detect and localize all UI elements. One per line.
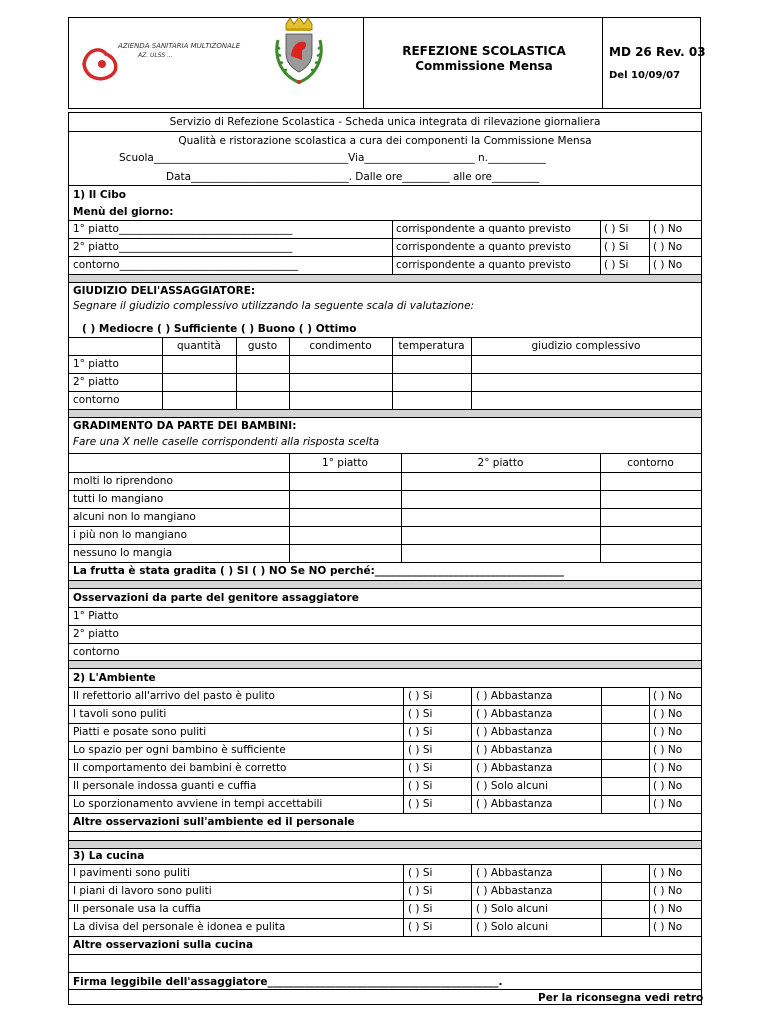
cucina-row-1-no[interactable]: ( ) No bbox=[653, 867, 683, 879]
cucina-row-4-mid[interactable]: ( ) Solo alcuni bbox=[476, 921, 548, 933]
header-title-1: REFEZIONE SCOLASTICA bbox=[402, 44, 566, 58]
gradimento-title: GRADIMENTO DA PARTE DEI BAMBINI: bbox=[73, 420, 297, 432]
ambiente-row-7-mid[interactable]: ( ) Abbastanza bbox=[476, 798, 553, 810]
data-field[interactable]: Data______________________________. Dalle ore_________ alle ore_________ bbox=[166, 171, 540, 183]
separator bbox=[69, 409, 701, 418]
gradimento-row-5: nessuno lo mangia bbox=[73, 547, 173, 559]
giudizio-col-condimento: condimento bbox=[309, 340, 372, 352]
ambiente-row-3-label: Piatti e posate sono puliti bbox=[73, 726, 207, 738]
cucina-row-2-si[interactable]: ( ) Si bbox=[408, 885, 433, 897]
ambiente-row-5-si[interactable]: ( ) Si bbox=[408, 762, 433, 774]
cibo-section-title: 1) Il Cibo bbox=[73, 189, 126, 201]
cibo-row-1-check: corrispondente a quanto previsto bbox=[396, 223, 571, 235]
asl-text-2: AZ. ULSS ... bbox=[138, 52, 173, 59]
gradimento-row-4: i più non lo mangiano bbox=[73, 529, 187, 541]
cibo-row-3-check: corrispondente a quanto previsto bbox=[396, 259, 571, 271]
cucina-row-1-si[interactable]: ( ) Si bbox=[408, 867, 433, 879]
gradimento-col-1: 1° piatto bbox=[322, 457, 368, 469]
firma-field[interactable]: Firma leggibile dell'assaggiatore____________________________________________. bbox=[73, 976, 503, 988]
cibo-row-1-label[interactable]: 1° piatto_________________________________ bbox=[73, 223, 293, 235]
giudizio-col-quantita: quantità bbox=[177, 340, 221, 352]
cucina-row-3-label: Il personale usa la cuffia bbox=[73, 903, 202, 915]
cucina-section-title: 3) La cucina bbox=[73, 850, 145, 862]
ambiente-row-3-mid[interactable]: ( ) Abbastanza bbox=[476, 726, 553, 738]
separator bbox=[69, 840, 701, 849]
ambiente-row-1-no[interactable]: ( ) No bbox=[653, 690, 683, 702]
intro-line-1: Servizio di Refezione Scolastica - Scheda unica integrata di rilevazione giornaliera bbox=[169, 116, 601, 128]
gradimento-subtitle: Fare una X nelle caselle corrispondenti alla risposta scelta bbox=[73, 436, 380, 448]
giudizio-scale[interactable]: ( ) Mediocre ( ) Sufficiente ( ) Buono ( ) Ottimo bbox=[82, 323, 357, 335]
giudizio-row-3: contorno bbox=[73, 394, 120, 406]
ambiente-row-4-label: Lo spazio per ogni bambino è sufficiente bbox=[73, 744, 286, 756]
retro-note: Per la riconsegna vedi retro bbox=[538, 992, 704, 1004]
ambiente-row-3-no[interactable]: ( ) No bbox=[653, 726, 683, 738]
cucina-row-1-label: I pavimenti sono puliti bbox=[73, 867, 190, 879]
osservazioni-row-3[interactable]: contorno bbox=[73, 646, 120, 658]
cucina-row-2-mid[interactable]: ( ) Abbastanza bbox=[476, 885, 553, 897]
ambiente-altre[interactable]: Altre osservazioni sull'ambiente ed il personale bbox=[73, 816, 355, 828]
giudizio-col-complessivo: giudizio complessivo bbox=[531, 340, 641, 352]
ambiente-row-6-mid[interactable]: ( ) Solo alcuni bbox=[476, 780, 548, 792]
ambiente-row-4-si[interactable]: ( ) Si bbox=[408, 744, 433, 756]
crest-icon bbox=[272, 16, 326, 86]
ambiente-row-5-no[interactable]: ( ) No bbox=[653, 762, 683, 774]
separator bbox=[69, 580, 701, 589]
giudizio-subtitle: Segnare il giudizio complessivo utilizzando la seguente scala di valutazione: bbox=[73, 300, 475, 312]
ambiente-row-2-no[interactable]: ( ) No bbox=[653, 708, 683, 720]
osservazioni-title: Osservazioni da parte del genitore assaggiatore bbox=[73, 592, 359, 604]
giudizio-col-temperatura: temperatura bbox=[398, 340, 465, 352]
cucina-row-2-label: I piani di lavoro sono puliti bbox=[73, 885, 212, 897]
cibo-row-2-si[interactable]: ( ) Si bbox=[604, 241, 629, 253]
ambiente-row-4-no[interactable]: ( ) No bbox=[653, 744, 683, 756]
ambiente-row-1-mid[interactable]: ( ) Abbastanza bbox=[476, 690, 553, 702]
ambiente-row-2-label: I tavoli sono puliti bbox=[73, 708, 167, 720]
ambiente-row-7-no[interactable]: ( ) No bbox=[653, 798, 683, 810]
cucina-row-4-si[interactable]: ( ) Si bbox=[408, 921, 433, 933]
cibo-row-3-label[interactable]: contorno__________________________________ bbox=[73, 259, 299, 271]
osservazioni-row-1[interactable]: 1° Piatto bbox=[73, 610, 119, 622]
ambiente-section-title: 2) L'Ambiente bbox=[73, 672, 156, 684]
ambiente-row-6-label: Il personale indossa guanti e cuffia bbox=[73, 780, 257, 792]
ambiente-row-6-si[interactable]: ( ) Si bbox=[408, 780, 433, 792]
cibo-row-2-no[interactable]: ( ) No bbox=[653, 241, 683, 253]
ambiente-row-7-label: Lo sporzionamento avviene in tempi accettabili bbox=[73, 798, 323, 810]
gradimento-row-1: molti lo riprendono bbox=[73, 475, 173, 487]
doc-date: Del 10/09/07 bbox=[609, 70, 681, 81]
cucina-row-2-no[interactable]: ( ) No bbox=[653, 885, 683, 897]
cucina-row-3-mid[interactable]: ( ) Solo alcuni bbox=[476, 903, 548, 915]
cibo-row-3-no[interactable]: ( ) No bbox=[653, 259, 683, 271]
ambiente-row-6-no[interactable]: ( ) No bbox=[653, 780, 683, 792]
cucina-row-3-no[interactable]: ( ) No bbox=[653, 903, 683, 915]
asl-text-1: AZIENDA SANITARIA MULTIZONALE bbox=[118, 42, 241, 50]
cucina-row-1-mid[interactable]: ( ) Abbastanza bbox=[476, 867, 553, 879]
ambiente-row-4-mid[interactable]: ( ) Abbastanza bbox=[476, 744, 553, 756]
osservazioni-row-2[interactable]: 2° piatto bbox=[73, 628, 119, 640]
ambiente-row-2-si[interactable]: ( ) Si bbox=[408, 708, 433, 720]
cibo-row-2-label[interactable]: 2° piatto_________________________________ bbox=[73, 241, 293, 253]
scuola-field[interactable]: Scuola_____________________________________Via_____________________ n.___________ bbox=[119, 152, 546, 164]
cibo-row-1-si[interactable]: ( ) Si bbox=[604, 223, 629, 235]
giudizio-row-1: 1° piatto bbox=[73, 358, 119, 370]
cucina-row-4-label: La divisa del personale è idonea e pulita bbox=[73, 921, 286, 933]
doc-code: MD 26 Rev. 03 bbox=[609, 45, 706, 59]
gradimento-row-3: alcuni non lo mangiano bbox=[73, 511, 196, 523]
cibo-row-1-no[interactable]: ( ) No bbox=[653, 223, 683, 235]
cucina-row-4-no[interactable]: ( ) No bbox=[653, 921, 683, 933]
ambiente-row-7-si[interactable]: ( ) Si bbox=[408, 798, 433, 810]
frutta-question[interactable]: La frutta è stata gradita ( ) SI ( ) NO Se NO perché:____________________________________ bbox=[73, 565, 564, 577]
separator bbox=[69, 274, 701, 283]
ambiente-row-1-si[interactable]: ( ) Si bbox=[408, 690, 433, 702]
ambiente-row-2-mid[interactable]: ( ) Abbastanza bbox=[476, 708, 553, 720]
header-title-2: Commissione Mensa bbox=[415, 59, 553, 73]
gradimento-col-3: contorno bbox=[627, 457, 674, 469]
menu-label: Menù del giorno: bbox=[73, 206, 174, 218]
ambiente-row-1-label: Il refettorio all'arrivo del pasto è pulito bbox=[73, 690, 275, 702]
cucina-row-3-si[interactable]: ( ) Si bbox=[408, 903, 433, 915]
gradimento-col-2: 2° piatto bbox=[477, 457, 524, 469]
separator bbox=[69, 660, 701, 669]
intro-line-2: Qualità e ristorazione scolastica a cura dei componenti la Commissione Mensa bbox=[178, 135, 592, 147]
cibo-row-2-check: corrispondente a quanto previsto bbox=[396, 241, 571, 253]
ambiente-row-3-si[interactable]: ( ) Si bbox=[408, 726, 433, 738]
giudizio-col-gusto: gusto bbox=[247, 340, 278, 352]
cucina-altre[interactable]: Altre osservazioni sulla cucina bbox=[73, 939, 254, 951]
ambiente-row-5-mid[interactable]: ( ) Abbastanza bbox=[476, 762, 553, 774]
ambiente-row-5-label: Il comportamento dei bambini è corretto bbox=[73, 762, 287, 774]
giudizio-title: GIUDIZIO DELl'ASSAGGIATORE: bbox=[73, 285, 256, 297]
giudizio-row-2: 2° piatto bbox=[73, 376, 119, 388]
cibo-row-3-si[interactable]: ( ) Si bbox=[604, 259, 629, 271]
gradimento-row-2: tutti lo mangiano bbox=[73, 493, 164, 505]
